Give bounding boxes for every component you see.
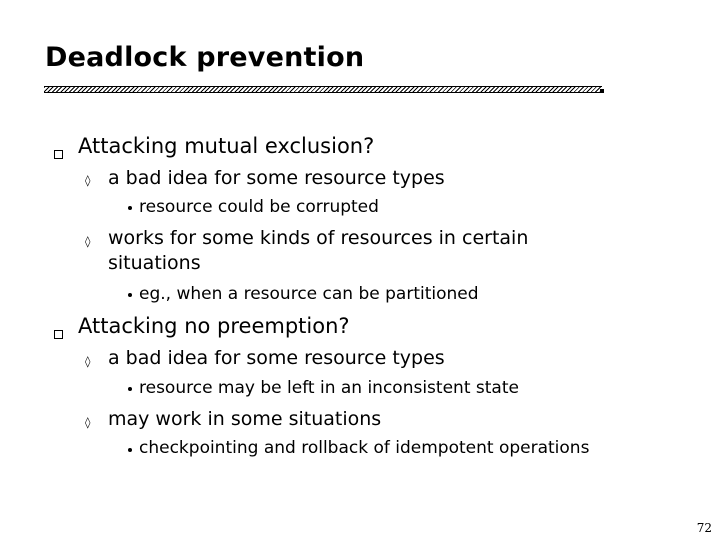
square-bullet-icon xyxy=(54,330,63,339)
bullet-level2: works for some kinds of resources in certain situations xyxy=(108,227,529,274)
bullet-level3: resource may be left in an inconsistent state xyxy=(139,378,519,398)
bullet-level1: Attacking mutual exclusion? xyxy=(78,134,375,158)
slide-title: Deadlock prevention xyxy=(45,42,365,73)
bullet-level1: Attacking no preemption? xyxy=(78,314,350,338)
bullet-level3: resource could be corrupted xyxy=(139,197,379,217)
square-bullet-icon xyxy=(54,150,63,159)
bullet-level3: eg., when a resource can be partitioned xyxy=(139,284,479,304)
dot-bullet-icon xyxy=(128,293,132,297)
dot-bullet-icon xyxy=(128,206,132,210)
diamond-bullet-icon: ◊ xyxy=(85,235,91,248)
title-underline xyxy=(44,86,602,93)
page-number: 72 xyxy=(696,521,712,535)
bullet-level3: checkpointing and rollback of idempotent operations xyxy=(139,438,590,458)
dot-bullet-icon xyxy=(128,387,132,391)
diamond-bullet-icon: ◊ xyxy=(85,174,91,187)
diamond-bullet-icon: ◊ xyxy=(85,355,91,368)
bullet-level2: a bad idea for some resource types xyxy=(108,347,445,369)
title-underline-end xyxy=(600,89,604,93)
bullet-level2: a bad idea for some resource types xyxy=(108,167,445,189)
diamond-bullet-icon: ◊ xyxy=(85,416,91,429)
dot-bullet-icon xyxy=(128,448,132,452)
bullet-level2: may work in some situations xyxy=(108,408,382,430)
